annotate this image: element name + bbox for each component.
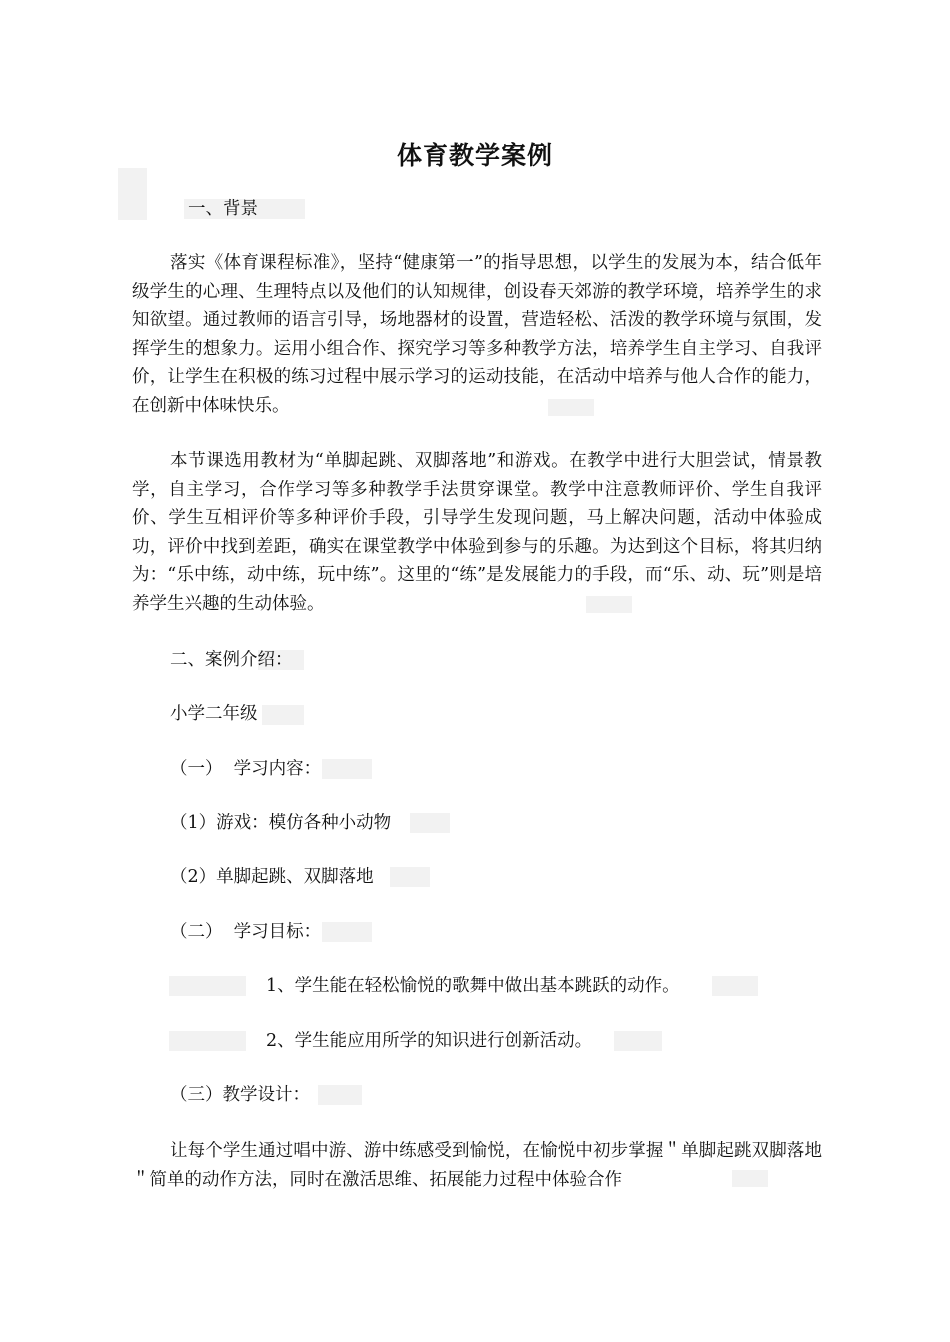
sub1-heading: （一） 学习内容： bbox=[170, 759, 322, 779]
item2-shade bbox=[390, 867, 430, 887]
section2-heading: 二、案例介绍： bbox=[170, 650, 293, 670]
document-title: 体育教学案例 bbox=[396, 141, 553, 170]
sub1-shade bbox=[322, 759, 372, 779]
sub2-heading: （二） 学习目标： bbox=[170, 922, 322, 942]
goal-1: 1、学生能在轻松愉悦的歌舞中做出基本跳跃的动作。 bbox=[266, 976, 680, 996]
item1-shade bbox=[410, 813, 450, 833]
item-1: （1）游戏：模仿各种小动物 bbox=[170, 813, 392, 833]
margin-shade bbox=[118, 168, 147, 220]
sub3-shade bbox=[318, 1085, 362, 1105]
grade-shade bbox=[262, 705, 304, 725]
item-2: （2）单脚起跳、双脚落地 bbox=[170, 867, 374, 887]
grade-label: 小学二年级 bbox=[170, 704, 258, 724]
paragraph-1: 落实《体育课程标准》，坚持“健康第一”的指导思想，以学生的发展为本，结合低年级学生的心理、生理特点以及他们的认知规律，创设春天郊游的教学环境，培养学生的求知欲望。通过教师的语言引导，场地器材的设置，营造轻松、活泼的教学环境与氛围，发挥学生的想象力。运用小组合作、探究学习等多种教学方法，培养学生自主学习、自我评价，让学生在积极的练习过程中展示学习的运动技能，在活动中培养与他人合作的能力，在创新中体味快乐。 bbox=[132, 253, 822, 416]
goal2-indent-shade bbox=[169, 1031, 246, 1051]
goal1-indent-shade bbox=[169, 976, 246, 996]
paragraph-2: 本节课选用教材为“单脚起跳、双脚落地”和游戏。在教学中进行大胆尝试，情景教学，自主学习，合作学习等多种教学手法贯穿课堂。教学中注意教师评价、学生自我评价、学生互相评价等多种评价手段，引导学生发现问题，马上解决问题，活动中体验成功，评价中找到差距，确实在课堂教学中体验到参与的乐趣。为达到这个目标，将其归纳为：“乐中练，动中练，玩中练”。这里的“练”是发展能力的手段，而“乐、动、玩”则是培养学生兴趣的生动体验。 bbox=[132, 451, 822, 614]
goal1-shade bbox=[712, 976, 758, 996]
goal2-shade bbox=[614, 1031, 662, 1051]
sub3-heading: （三）教学设计： bbox=[170, 1085, 310, 1105]
goal-2: 2、学生能应用所学的知识进行创新活动。 bbox=[266, 1031, 593, 1051]
sub2-shade bbox=[322, 922, 372, 942]
section1-heading: 一、背景 bbox=[188, 199, 258, 219]
paragraph-3: 让每个学生通过唱中游、游中练感受到愉悦，在愉悦中初步掌握＂单脚起跳双脚落地＂简单的动作方法，同时在激活思维、拓展能力过程中体验合作 bbox=[132, 1141, 822, 1190]
